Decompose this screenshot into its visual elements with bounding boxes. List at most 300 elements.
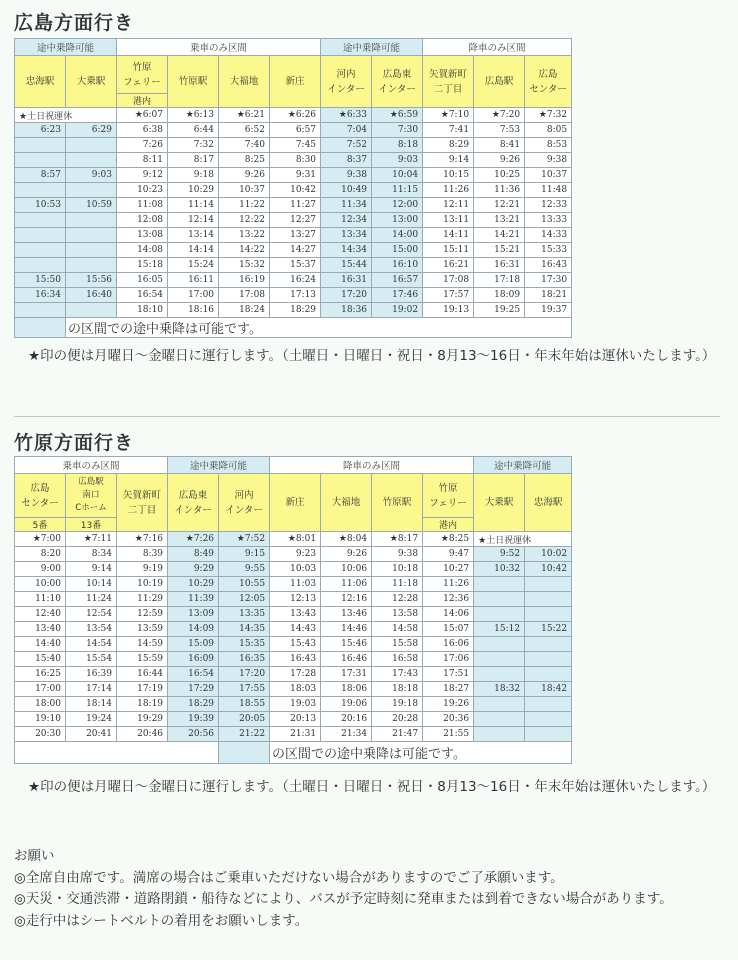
- time-cell: 11:08: [117, 198, 168, 213]
- time-cell: [474, 592, 525, 607]
- group-label: 降車のみ区間: [423, 39, 572, 56]
- time-cell: 18:18: [372, 682, 423, 697]
- time-cell: 8:41: [474, 138, 525, 153]
- time-cell: 15:54: [66, 652, 117, 667]
- platform-label: 5番: [15, 518, 66, 532]
- time-cell: 10:14: [66, 577, 117, 592]
- time-cell: [474, 727, 525, 742]
- time-cell: 20:13: [270, 712, 321, 727]
- time-cell: [66, 258, 117, 273]
- time-cell: [474, 607, 525, 622]
- time-cell: 19:39: [168, 712, 219, 727]
- time-cell: 17:46: [372, 288, 423, 303]
- station-header: 竹原駅: [168, 56, 219, 108]
- time-cell: 19:03: [270, 697, 321, 712]
- time-cell: 17:28: [270, 667, 321, 682]
- request-notes: [14, 846, 726, 932]
- time-cell: 15:07: [423, 622, 474, 637]
- time-cell: 16:06: [423, 637, 474, 652]
- time-cell: ★7:32: [525, 108, 572, 123]
- time-cell: 9:31: [270, 168, 321, 183]
- time-cell: 17:43: [372, 667, 423, 682]
- time-cell: 17:00: [168, 288, 219, 303]
- time-cell: ★8:17: [372, 532, 423, 547]
- time-cell: 10:03: [270, 562, 321, 577]
- time-cell: 13:11: [423, 213, 474, 228]
- time-cell: 12:36: [423, 592, 474, 607]
- time-cell: 18:29: [168, 697, 219, 712]
- group-label: 途中乗降可能: [474, 457, 572, 474]
- time-cell: 13:08: [117, 228, 168, 243]
- time-cell: 16:46: [321, 652, 372, 667]
- table-row: [15, 592, 572, 607]
- request-line: ◎全席自由席です。満席の場合はご乗車いただけない場合がありますのでご了承願います。: [14, 869, 564, 886]
- time-cell: 16:11: [168, 273, 219, 288]
- time-cell: 15:11: [423, 243, 474, 258]
- table-row: [15, 303, 572, 318]
- time-cell: 13:00: [372, 213, 423, 228]
- time-cell: 15:09: [168, 637, 219, 652]
- time-cell: 10:53: [15, 198, 66, 213]
- time-cell: [15, 303, 66, 318]
- time-cell: 10:27: [423, 562, 474, 577]
- time-cell: 18:29: [270, 303, 321, 318]
- time-cell: 17:57: [423, 288, 474, 303]
- time-cell: 10:42: [525, 562, 572, 577]
- time-cell: 17:31: [321, 667, 372, 682]
- time-cell: 9:18: [168, 168, 219, 183]
- time-cell: 20:28: [372, 712, 423, 727]
- table-row: [15, 652, 572, 667]
- table-row: [15, 637, 572, 652]
- time-cell: ★7:52: [219, 532, 270, 547]
- time-cell: 9:29: [168, 562, 219, 577]
- time-cell: 11:15: [372, 183, 423, 198]
- time-cell: 17:00: [15, 682, 66, 697]
- station-header: 広島東 インター: [372, 56, 423, 108]
- time-cell: ★7:10: [423, 108, 474, 123]
- time-cell: 17:08: [219, 288, 270, 303]
- time-cell: [525, 712, 572, 727]
- time-cell: 14:21: [474, 228, 525, 243]
- time-cell: 12:13: [270, 592, 321, 607]
- time-cell: 15:59: [117, 652, 168, 667]
- operation-remark: ★印の便は月曜日～金曜日に運行します。（土曜日・日曜日・祝日・8月13～16日・年末年始は運休いたします。）: [28, 348, 716, 364]
- table-row: [15, 712, 572, 727]
- time-cell: 9:15: [219, 547, 270, 562]
- station-header: 竹原 フェリー: [117, 56, 168, 94]
- time-cell: 13:34: [321, 228, 372, 243]
- time-cell: 14:22: [219, 243, 270, 258]
- time-cell: 8:11: [117, 153, 168, 168]
- time-cell: 20:16: [321, 712, 372, 727]
- time-cell: 15:37: [270, 258, 321, 273]
- time-cell: [525, 652, 572, 667]
- time-cell: 17:20: [321, 288, 372, 303]
- time-cell: 17:19: [117, 682, 168, 697]
- time-cell: 13:46: [321, 607, 372, 622]
- star-note: ★土日祝運休: [474, 532, 572, 547]
- time-cell: 9:19: [117, 562, 168, 577]
- station-header: 新庄: [270, 474, 321, 532]
- table-row: [15, 243, 572, 258]
- time-cell: 11:24: [66, 592, 117, 607]
- time-cell: 12:40: [15, 607, 66, 622]
- time-cell: 15:24: [168, 258, 219, 273]
- time-cell: 10:02: [525, 547, 572, 562]
- time-cell: 10:37: [219, 183, 270, 198]
- table-row: [15, 123, 572, 138]
- time-cell: 18:00: [15, 697, 66, 712]
- table-row: [15, 577, 572, 592]
- time-cell: 19:18: [372, 697, 423, 712]
- time-cell: 21:47: [372, 727, 423, 742]
- time-cell: 16:43: [270, 652, 321, 667]
- time-cell: 12:21: [474, 198, 525, 213]
- legend-swatch: [15, 318, 66, 338]
- station-header: 忠海駅: [15, 56, 66, 108]
- time-cell: 10:29: [168, 183, 219, 198]
- time-cell: 13:33: [525, 213, 572, 228]
- time-cell: 15:44: [321, 258, 372, 273]
- time-cell: 11:27: [270, 198, 321, 213]
- group-label: 途中乗降可能: [15, 39, 117, 56]
- time-cell: 8:53: [525, 138, 572, 153]
- time-cell: 14:43: [270, 622, 321, 637]
- time-cell: 10:49: [321, 183, 372, 198]
- time-cell: 16:54: [117, 288, 168, 303]
- time-cell: 19:25: [474, 303, 525, 318]
- time-cell: 15:35: [219, 637, 270, 652]
- time-cell: 15:56: [66, 273, 117, 288]
- table-row: [15, 168, 572, 183]
- time-cell: 11:10: [15, 592, 66, 607]
- time-cell: 6:57: [270, 123, 321, 138]
- time-cell: 7:32: [168, 138, 219, 153]
- station-header: 大乗駅: [474, 474, 525, 532]
- table-row: [15, 288, 572, 303]
- time-cell: 16:10: [372, 258, 423, 273]
- time-cell: 14:40: [15, 637, 66, 652]
- time-cell: 19:29: [117, 712, 168, 727]
- time-cell: 8:17: [168, 153, 219, 168]
- time-cell: 15:12: [474, 622, 525, 637]
- station-header: 広島東 インター: [168, 474, 219, 532]
- time-cell: ★8:01: [270, 532, 321, 547]
- time-cell: 16:43: [525, 258, 572, 273]
- time-cell: 16:58: [372, 652, 423, 667]
- time-cell: [15, 228, 66, 243]
- time-cell: 13:58: [372, 607, 423, 622]
- time-cell: 9:38: [321, 168, 372, 183]
- time-cell: 15:40: [15, 652, 66, 667]
- time-cell: 6:23: [15, 123, 66, 138]
- station-header: 河内 インター: [219, 474, 270, 532]
- station-header: 竹原 フェリー: [423, 474, 474, 518]
- time-cell: 14:46: [321, 622, 372, 637]
- table-row: [15, 258, 572, 273]
- time-cell: [525, 607, 572, 622]
- time-cell: 11:06: [321, 577, 372, 592]
- star-note: ★土日祝運休: [15, 108, 117, 123]
- time-cell: 18:32: [474, 682, 525, 697]
- time-cell: 19:06: [321, 697, 372, 712]
- time-cell: 13:22: [219, 228, 270, 243]
- station-header: 大福地: [321, 474, 372, 532]
- time-cell: ★6:07: [117, 108, 168, 123]
- station-header: 広島 センター: [15, 474, 66, 518]
- time-cell: 16:25: [15, 667, 66, 682]
- time-cell: 16:31: [474, 258, 525, 273]
- time-cell: 13:09: [168, 607, 219, 622]
- time-cell: 11:22: [219, 198, 270, 213]
- time-cell: 9:47: [423, 547, 474, 562]
- time-cell: 16:05: [117, 273, 168, 288]
- time-cell: 10:42: [270, 183, 321, 198]
- time-cell: 11:34: [321, 198, 372, 213]
- time-cell: [66, 243, 117, 258]
- time-cell: 16:39: [66, 667, 117, 682]
- time-cell: 6:29: [66, 123, 117, 138]
- timetable-takehara: [14, 456, 572, 764]
- time-cell: 11:29: [117, 592, 168, 607]
- time-cell: 9:00: [15, 562, 66, 577]
- time-cell: 20:46: [117, 727, 168, 742]
- group-label: 途中乗降可能: [168, 457, 270, 474]
- time-cell: 18:42: [525, 682, 572, 697]
- time-cell: 15:32: [219, 258, 270, 273]
- group-label: 降車のみ区間: [270, 457, 474, 474]
- time-cell: 15:50: [15, 273, 66, 288]
- time-cell: 10:25: [474, 168, 525, 183]
- time-cell: 10:19: [117, 577, 168, 592]
- time-cell: 10:37: [525, 168, 572, 183]
- station-header: 広島 センター: [525, 56, 572, 108]
- time-cell: 12:54: [66, 607, 117, 622]
- table-row: [15, 562, 572, 577]
- table-row: [15, 622, 572, 637]
- time-cell: 13:54: [66, 622, 117, 637]
- time-cell: [525, 697, 572, 712]
- section-divider: [14, 416, 720, 417]
- time-cell: 10:29: [168, 577, 219, 592]
- time-cell: 10:04: [372, 168, 423, 183]
- time-cell: 11:14: [168, 198, 219, 213]
- time-cell: 17:08: [423, 273, 474, 288]
- time-cell: 17:14: [66, 682, 117, 697]
- time-cell: 9:26: [321, 547, 372, 562]
- time-cell: 15:58: [372, 637, 423, 652]
- time-cell: ★7:00: [15, 532, 66, 547]
- time-cell: 20:56: [168, 727, 219, 742]
- time-cell: [15, 258, 66, 273]
- time-cell: [525, 577, 572, 592]
- time-cell: 18:03: [270, 682, 321, 697]
- time-cell: 13:40: [15, 622, 66, 637]
- time-cell: 19:10: [15, 712, 66, 727]
- time-cell: 14:06: [423, 607, 474, 622]
- table-row: [15, 213, 572, 228]
- time-cell: 15:46: [321, 637, 372, 652]
- station-header: 竹原駅: [372, 474, 423, 532]
- time-cell: 16:57: [372, 273, 423, 288]
- station-header: 河内 インター: [321, 56, 372, 108]
- time-cell: 15:43: [270, 637, 321, 652]
- time-cell: 20:30: [15, 727, 66, 742]
- time-cell: 17:30: [525, 273, 572, 288]
- time-cell: 14:59: [117, 637, 168, 652]
- time-cell: 14:09: [168, 622, 219, 637]
- time-cell: 7:30: [372, 123, 423, 138]
- station-header: 矢賀新町 二丁目: [423, 56, 474, 108]
- time-cell: ★6:21: [219, 108, 270, 123]
- time-cell: 13:43: [270, 607, 321, 622]
- table-row: [15, 183, 572, 198]
- time-cell: 10:06: [321, 562, 372, 577]
- time-cell: 11:48: [525, 183, 572, 198]
- time-cell: 16:54: [168, 667, 219, 682]
- time-cell: 18:16: [168, 303, 219, 318]
- legend-blank: [15, 742, 219, 764]
- request-line: ◎天災・交通渋滞・道路閉鎖・船待などにより、バスが予定時刻に発車または到着できない場合があります。: [14, 891, 673, 907]
- time-cell: 16:19: [219, 273, 270, 288]
- time-cell: ★6:59: [372, 108, 423, 123]
- table-row: [15, 153, 572, 168]
- table-row: [15, 607, 572, 622]
- time-cell: 17:29: [168, 682, 219, 697]
- time-cell: 14:54: [66, 637, 117, 652]
- time-cell: [66, 183, 117, 198]
- time-cell: [525, 637, 572, 652]
- time-cell: [66, 213, 117, 228]
- time-cell: 16:35: [219, 652, 270, 667]
- platform-label: 港内: [117, 94, 168, 108]
- time-cell: 10:59: [66, 198, 117, 213]
- time-cell: 14:00: [372, 228, 423, 243]
- time-cell: [66, 303, 117, 318]
- time-cell: 12:34: [321, 213, 372, 228]
- time-cell: 20:05: [219, 712, 270, 727]
- time-cell: 16:21: [423, 258, 474, 273]
- time-cell: 18:10: [117, 303, 168, 318]
- time-cell: 8:39: [117, 547, 168, 562]
- time-cell: 10:00: [15, 577, 66, 592]
- time-cell: 17:18: [474, 273, 525, 288]
- time-cell: 13:21: [474, 213, 525, 228]
- time-cell: 12:16: [321, 592, 372, 607]
- time-cell: 8:18: [372, 138, 423, 153]
- time-cell: [15, 213, 66, 228]
- time-cell: [474, 577, 525, 592]
- time-cell: 7:52: [321, 138, 372, 153]
- group-label: 乗車のみ区間: [117, 39, 321, 56]
- time-cell: ★6:13: [168, 108, 219, 123]
- time-cell: 9:55: [219, 562, 270, 577]
- time-cell: 12:27: [270, 213, 321, 228]
- time-cell: [474, 637, 525, 652]
- time-cell: 18:27: [423, 682, 474, 697]
- time-cell: 8:29: [423, 138, 474, 153]
- time-cell: 11:36: [474, 183, 525, 198]
- time-cell: 12:33: [525, 198, 572, 213]
- time-cell: 19:02: [372, 303, 423, 318]
- time-cell: ★7:20: [474, 108, 525, 123]
- request-heading: お願い: [14, 848, 55, 864]
- time-cell: 11:18: [372, 577, 423, 592]
- time-cell: [474, 652, 525, 667]
- time-cell: [15, 153, 66, 168]
- time-cell: 19:24: [66, 712, 117, 727]
- time-cell: [525, 592, 572, 607]
- time-cell: 9:23: [270, 547, 321, 562]
- time-cell: 16:31: [321, 273, 372, 288]
- time-cell: 8:25: [219, 153, 270, 168]
- time-cell: 14:14: [168, 243, 219, 258]
- time-cell: [15, 243, 66, 258]
- time-cell: 9:14: [66, 562, 117, 577]
- time-cell: 8:37: [321, 153, 372, 168]
- time-cell: ★7:16: [117, 532, 168, 547]
- time-cell: 14:27: [270, 243, 321, 258]
- operation-remark: ★印の便は月曜日～金曜日に運行します。（土曜日・日曜日・祝日・8月13～16日・年末年始は運休いたします。）: [28, 779, 716, 795]
- time-cell: 19:37: [525, 303, 572, 318]
- time-cell: 7:26: [117, 138, 168, 153]
- group-label: 乗車のみ区間: [15, 457, 168, 474]
- time-cell: ★7:26: [168, 532, 219, 547]
- time-cell: 9:38: [525, 153, 572, 168]
- time-cell: 18:19: [117, 697, 168, 712]
- time-cell: [525, 667, 572, 682]
- time-cell: 14:35: [219, 622, 270, 637]
- time-cell: 6:52: [219, 123, 270, 138]
- table-row: [15, 273, 572, 288]
- station-header: 広島駅 南口 Cホーム: [66, 474, 117, 518]
- section-title-takehara: 竹原方面行き: [14, 432, 135, 454]
- time-cell: 13:59: [117, 622, 168, 637]
- time-cell: 9:26: [474, 153, 525, 168]
- time-cell: 15:22: [525, 622, 572, 637]
- time-cell: 7:41: [423, 123, 474, 138]
- table-row: [15, 138, 572, 153]
- table-row: [15, 682, 572, 697]
- time-cell: 19:26: [423, 697, 474, 712]
- time-cell: ★7:11: [66, 532, 117, 547]
- time-cell: 8:34: [66, 547, 117, 562]
- time-cell: 15:33: [525, 243, 572, 258]
- time-cell: 10:18: [372, 562, 423, 577]
- time-cell: 9:26: [219, 168, 270, 183]
- time-cell: 18:24: [219, 303, 270, 318]
- request-line: ◎走行中はシートベルトの着用をお願いします。: [14, 912, 309, 929]
- time-cell: 19:13: [423, 303, 474, 318]
- time-cell: 12:14: [168, 213, 219, 228]
- table-row: [15, 727, 572, 742]
- time-cell: 12:00: [372, 198, 423, 213]
- time-cell: 9:14: [423, 153, 474, 168]
- time-cell: 13:27: [270, 228, 321, 243]
- time-cell: 16:44: [117, 667, 168, 682]
- table-row: [15, 547, 572, 562]
- time-cell: 8:49: [168, 547, 219, 562]
- table-row: [15, 667, 572, 682]
- time-cell: 10:23: [117, 183, 168, 198]
- time-cell: [15, 183, 66, 198]
- time-cell: [15, 138, 66, 153]
- time-cell: 14:11: [423, 228, 474, 243]
- time-cell: 12:11: [423, 198, 474, 213]
- time-cell: ★6:26: [270, 108, 321, 123]
- time-cell: 12:22: [219, 213, 270, 228]
